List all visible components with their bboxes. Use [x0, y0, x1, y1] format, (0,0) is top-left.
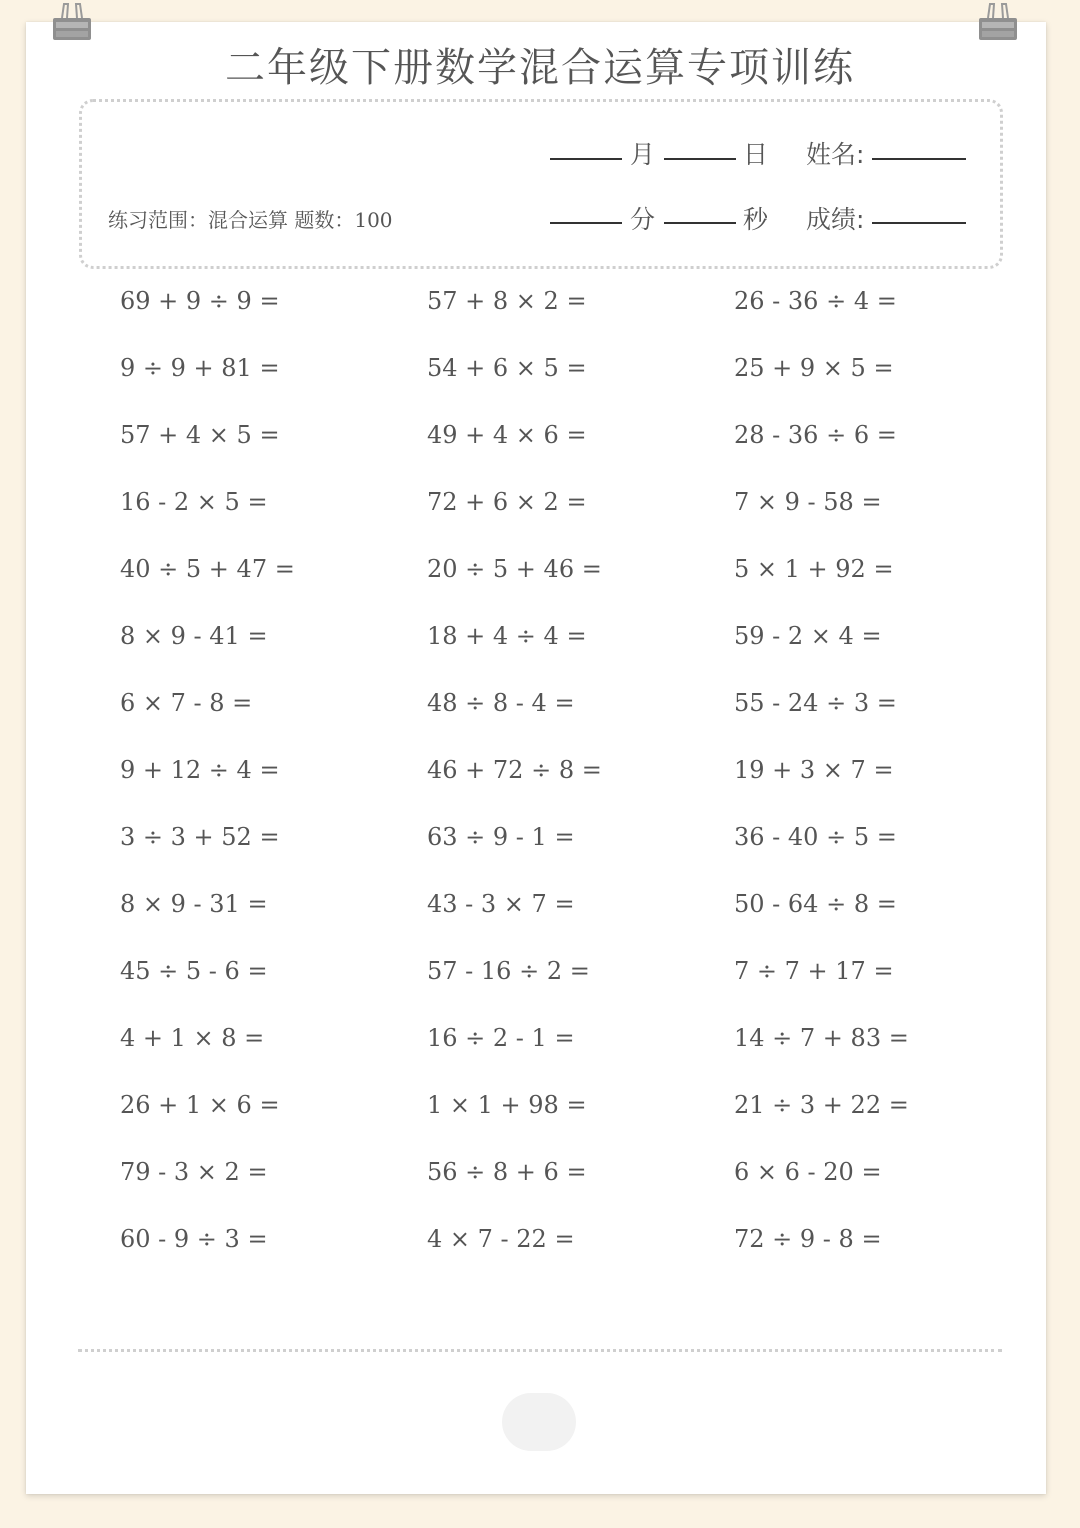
minute-blank[interactable] — [550, 222, 622, 224]
math-problem: 57 + 4 × 5 = — [120, 421, 280, 449]
day-blank[interactable] — [664, 158, 736, 160]
math-problem: 54 + 6 × 5 = — [427, 354, 587, 382]
scope-text: 练习范围：混合运算 题数： — [108, 208, 355, 232]
name-label: 姓名: — [806, 140, 865, 169]
math-problem: 7 ÷ 7 + 17 = — [734, 957, 894, 985]
math-problem: 6 × 6 - 20 = — [734, 1158, 882, 1186]
math-problem: 36 - 40 ÷ 5 = — [734, 823, 897, 851]
second-blank[interactable] — [664, 222, 736, 224]
math-problem: 26 - 36 ÷ 4 = — [734, 287, 897, 315]
page-title: 二年级下册数学混合运算专项训练 — [225, 45, 855, 91]
math-problem: 9 ÷ 9 + 81 = — [120, 354, 280, 382]
math-problem: 16 - 2 × 5 = — [120, 488, 268, 516]
page-indicator — [502, 1393, 576, 1451]
math-problem: 5 × 1 + 92 = — [734, 555, 894, 583]
math-problem: 3 ÷ 3 + 52 = — [120, 823, 280, 851]
month-label: 月 — [630, 140, 656, 169]
math-problem: 26 + 1 × 6 = — [120, 1091, 280, 1119]
math-problem: 57 - 16 ÷ 2 = — [427, 957, 590, 985]
math-problem: 45 ÷ 5 - 6 = — [120, 957, 268, 985]
score-blank[interactable] — [872, 222, 966, 224]
math-problem: 4 + 1 × 8 = — [120, 1024, 265, 1052]
math-problem: 49 + 4 × 6 = — [427, 421, 587, 449]
math-problem: 55 - 24 ÷ 3 = — [734, 689, 897, 717]
minute-label: 分 — [630, 205, 656, 234]
math-problem: 1 × 1 + 98 = — [427, 1091, 587, 1119]
math-problem: 57 + 8 × 2 = — [427, 287, 587, 315]
math-problem: 4 × 7 - 22 = — [427, 1225, 575, 1253]
footer-divider — [78, 1349, 1002, 1352]
math-problem: 63 ÷ 9 - 1 = — [427, 823, 575, 851]
math-problem: 72 + 6 × 2 = — [427, 488, 587, 516]
math-problem: 43 - 3 × 7 = — [427, 890, 575, 918]
day-label: 日 — [743, 140, 769, 169]
math-problem: 60 - 9 ÷ 3 = — [120, 1225, 268, 1253]
problem-count: 100 — [354, 208, 393, 232]
math-problem: 25 + 9 × 5 = — [734, 354, 894, 382]
math-problem: 6 × 7 - 8 = — [120, 689, 253, 717]
month-blank[interactable] — [550, 158, 622, 160]
math-problem: 46 + 72 ÷ 8 = — [427, 756, 602, 784]
math-problem: 16 ÷ 2 - 1 = — [427, 1024, 575, 1052]
math-problem: 9 + 12 ÷ 4 = — [120, 756, 280, 784]
practice-scope — [108, 204, 393, 233]
second-label: 秒 — [743, 205, 769, 234]
math-problem: 79 - 3 × 2 = — [120, 1158, 268, 1186]
math-problem: 50 - 64 ÷ 8 = — [734, 890, 897, 918]
math-problem: 28 - 36 ÷ 6 = — [734, 421, 897, 449]
math-problem: 56 ÷ 8 + 6 = — [427, 1158, 587, 1186]
math-problem: 48 ÷ 8 - 4 = — [427, 689, 575, 717]
score-label: 成绩: — [806, 205, 865, 234]
math-problem: 72 ÷ 9 - 8 = — [734, 1225, 882, 1253]
info-box — [79, 99, 1003, 269]
math-problem: 8 × 9 - 31 = — [120, 890, 268, 918]
math-problem: 69 + 9 ÷ 9 = — [120, 287, 280, 315]
math-problem: 7 × 9 - 58 = — [734, 488, 882, 516]
math-problem: 59 - 2 × 4 = — [734, 622, 882, 650]
math-problem: 19 + 3 × 7 = — [734, 756, 894, 784]
name-blank[interactable] — [872, 158, 966, 160]
math-problem: 8 × 9 - 41 = — [120, 622, 268, 650]
math-problem: 40 ÷ 5 + 47 = — [120, 555, 295, 583]
math-problem: 21 ÷ 3 + 22 = — [734, 1091, 909, 1119]
math-problem: 14 ÷ 7 + 83 = — [734, 1024, 909, 1052]
math-problem: 18 + 4 ÷ 4 = — [427, 622, 587, 650]
math-problem: 20 ÷ 5 + 46 = — [427, 555, 602, 583]
